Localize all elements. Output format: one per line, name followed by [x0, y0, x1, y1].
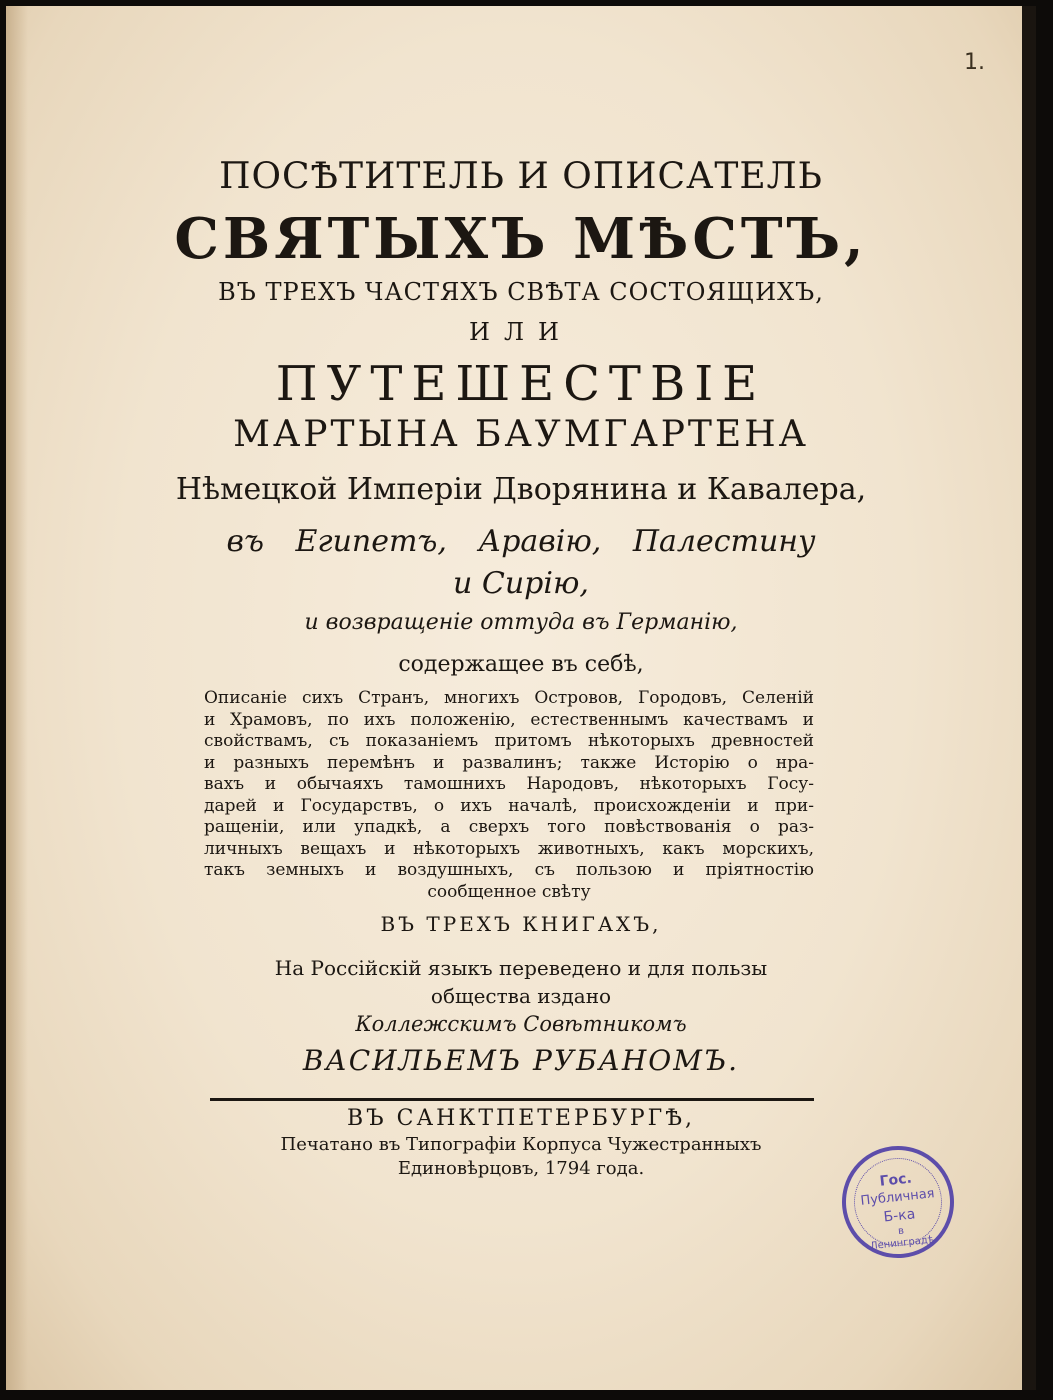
stamp-text: Ленинградѣ — [869, 1234, 936, 1253]
description-line: и Храмовъ, по ихъ положенію, естественнымъ качествамъ и — [204, 709, 814, 730]
stamp-text: Публичная — [859, 1186, 936, 1209]
imprint-printer: Печатано въ Типографіи Корпуса Чужестранныхъ — [280, 1134, 762, 1155]
title-line-visitor: ПОСѢТИТЕЛЬ И ОПИСАТЕЛЬ — [219, 156, 823, 197]
translator-name: ВАСИЛЬЕМЪ РУБАНОМЪ. — [302, 1044, 740, 1077]
description-line: сообщенное свѣту — [427, 881, 591, 902]
title-line-or: ИЛИ — [469, 318, 573, 346]
description-line: Описаніе сихъ Странъ, многихъ Островов, Городовъ, Селеній — [204, 688, 814, 708]
author-name: МАРТЫНА БАУМГАРТЕНА — [233, 414, 809, 455]
title-line-journey: ПУТЕШЕСТВІЕ — [275, 356, 767, 412]
title-line-holy-places: СВЯТЫХЪ МѢСТЪ, — [174, 206, 868, 272]
title-line-three-parts: ВЪ ТРЕХЪ ЧАСТЯХЪ СВѢТА СОСТОЯЩИХЪ, — [218, 278, 824, 306]
books-count: ВЪ ТРЕХЪ КНИГАХЪ, — [380, 912, 662, 936]
page-number-mark: 1. — [964, 50, 985, 75]
imprint-year: Единовѣрцовъ, 1794 года. — [397, 1158, 645, 1179]
translation-line-2: общества издано — [430, 984, 612, 1008]
contents-intro: содержащее въ себѣ, — [398, 652, 644, 677]
description-line: личныхъ вещахъ и нѣкоторыхъ животныхъ, какъ морскихъ, — [204, 838, 814, 859]
book-page — [6, 6, 1036, 1390]
stamp-text: Б-ка — [882, 1206, 917, 1226]
translation-line: На Россійскій языкъ переведено и для пользы — [274, 956, 768, 980]
description-line: ращеніи, или упадкѣ, а сверхъ того повѣствованія о раз- — [204, 817, 814, 837]
translator-title: Коллежскимъ Совѣтникомъ — [355, 1012, 687, 1036]
stamp-text: в — [897, 1225, 905, 1238]
author-rank: Нѣмецкой Имперіи Дворянина и Кавалера, — [175, 472, 867, 507]
imprint-city: ВЪ САНКТПЕТЕРБУРГѢ, — [347, 1106, 695, 1131]
description-line: такъ земныхъ и воздушныхъ, съ пользою и пріятностію — [204, 860, 814, 880]
destinations-line-2: и Сирію, — [453, 566, 589, 601]
description-line: и разныхъ перемѣнъ и развалинъ; также Исторію о нра- — [204, 752, 814, 773]
return-line: и возвращеніе оттуда въ Германію, — [304, 610, 738, 635]
description-line: свойствамъ, съ показаніемъ притомъ нѣкоторыхъ древностей — [204, 731, 814, 751]
destinations-line: въ Египетъ, Аравію, Палестину — [226, 524, 816, 559]
description-paragraph — [204, 688, 814, 903]
description-line: дарей и Государствъ, о ихъ началѣ, происхожденіи и при- — [204, 795, 814, 816]
description-line: вахъ и обычаяхъ тамошнихъ Народовъ, нѣкоторыхъ Госу- — [204, 774, 814, 794]
stamp-text: Гос. — [878, 1170, 913, 1190]
divider-rule — [210, 1098, 814, 1101]
